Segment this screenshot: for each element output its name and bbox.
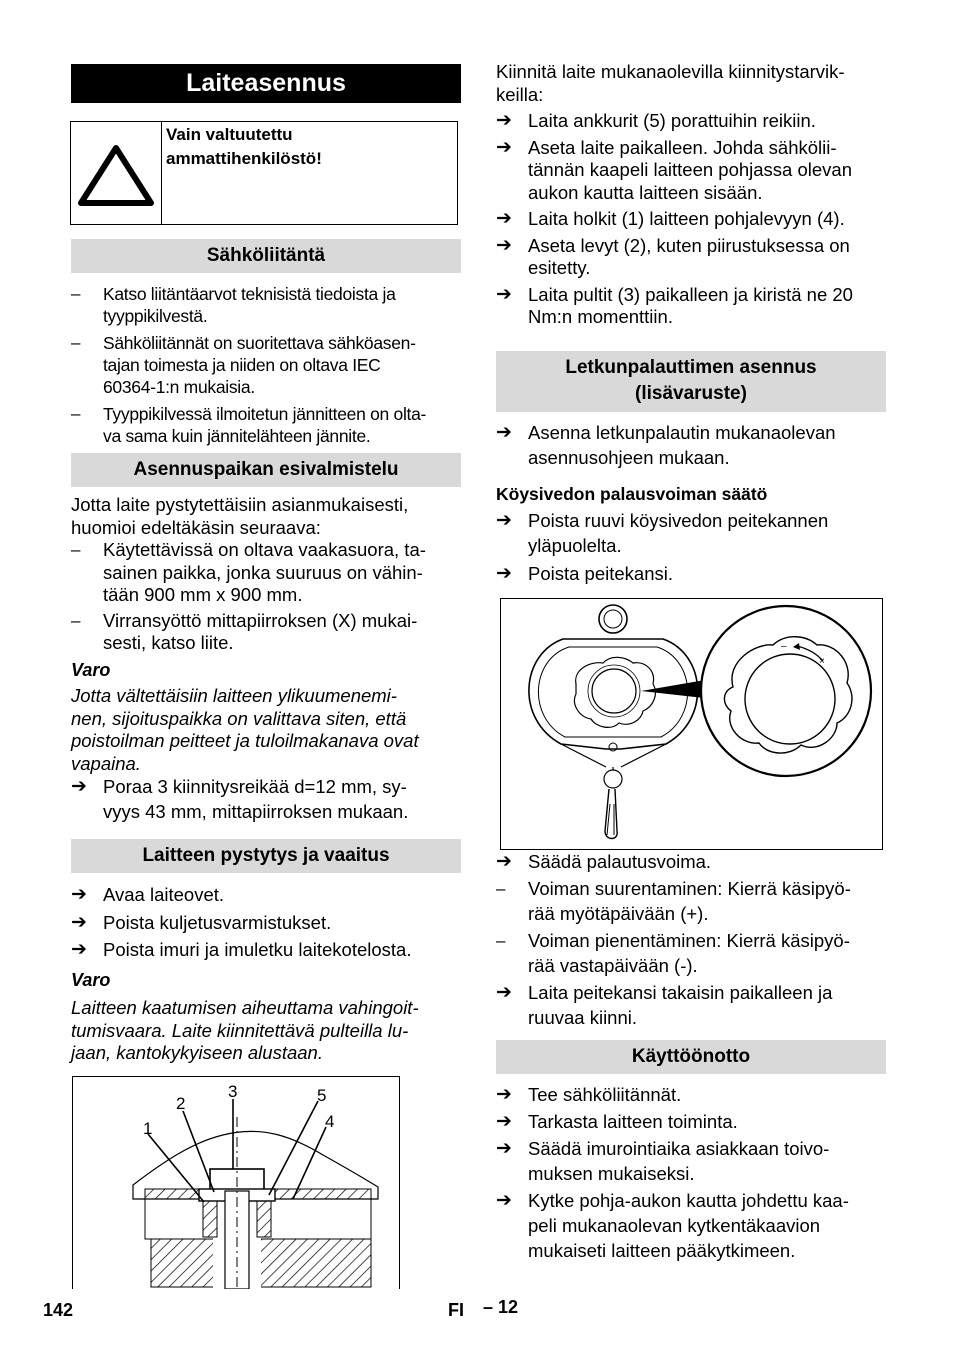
step-item: ➔ Poista kuljetusvarmistukset. <box>71 909 461 937</box>
list-item: – Voiman pienentäminen: Kierrä käsipyö- rää vastapäivään (-). <box>496 930 850 976</box>
list-item: – Katso liitäntäarvot teknisistä tiedoista ja tyyppikilvestä. <box>71 284 396 326</box>
section-heading-site-preparation: Asennuspaikan esivalmistelu <box>71 453 461 487</box>
step-item: ➔ Laita holkit (1) laitteen pohjalevyyn (4). <box>496 208 845 229</box>
arrow-icon: ➔ <box>496 1138 512 1159</box>
language-code: FI <box>448 1300 464 1320</box>
step-item: ➔ Poista peitekansi. <box>496 562 674 584</box>
subheading-rope-force: Köysivedon palausvoiman säätö <box>496 484 768 504</box>
list-item: – Käytettävissä on oltava vaakasuora, ta- sainen paikka, jonka suuruus on vähin- tään 900 mm x 900 mm. <box>71 539 426 605</box>
arrow-icon: ➔ <box>496 509 512 531</box>
arrow-icon: ➔ <box>496 136 512 158</box>
page-title: Laiteasennus <box>71 64 461 103</box>
warning-icon-cell <box>71 122 162 224</box>
section-heading-electrical: Sähköliitäntä <box>71 239 461 273</box>
step-item: ➔ Poista imuri ja imuletku laitekotelosta. <box>71 936 461 964</box>
svg-text:×: × <box>819 656 825 667</box>
hose-reel-diagram-image <box>501 599 882 849</box>
arrow-icon: ➔ <box>496 283 512 305</box>
hose-reel-content <box>496 421 886 586</box>
site-preparation-content <box>71 494 461 824</box>
step-item: ➔ Avaa laiteovet. <box>71 881 461 909</box>
step-item: ➔ Laita ankkurit (5) porattuihin reikiin. <box>496 110 816 131</box>
step-item: ➔ Säädä imurointiaika asiakkaan toivo- muksen mukaiseksi. <box>496 1138 830 1184</box>
arrow-icon: ➔ <box>496 1190 512 1211</box>
paragraph: Jotta laite pystytettäisiin asianmukaisesti, <box>71 494 409 515</box>
list-item: – Tyyppikilvessä ilmoitetun jännitteen on olta- va sama kuin jännitelähteen jännite. <box>71 404 427 446</box>
warning-box <box>70 121 458 225</box>
arrow-icon: ➔ <box>496 982 512 1003</box>
figure-label: 5 <box>317 1086 327 1105</box>
bolt-diagram-image <box>73 1077 399 1289</box>
arrow-icon: ➔ <box>71 911 87 933</box>
list-item: – Sähköliitännät on suoritettava sähköasen- tajan toimesta ja niiden on oltava IEC 60364-1:n mukaisia. <box>71 333 416 397</box>
figure-label: 4 <box>325 1112 335 1131</box>
step-item: ➔ Laita peitekansi takaisin paikalleen ja ruuvaa kiinni. <box>496 982 833 1028</box>
warning-triangle-icon <box>71 122 161 224</box>
paragraph: huomioi edeltäkäsin seuraava: <box>71 516 321 538</box>
step-item: ➔ Poista ruuvi köysivedon peitekannen yläpuolelta. <box>496 509 829 556</box>
caution-label: Varo <box>71 659 111 680</box>
arrow-icon: ➔ <box>496 234 512 256</box>
electrical-list <box>71 283 461 447</box>
step-item: ➔ Aseta levyt (2), kuten piirustuksessa on esitetty. <box>496 234 850 278</box>
list-item: – Virransyöttö mittapiirroksen (X) mukai- sesti, katso liite. <box>71 609 418 653</box>
step-item: ➔ Tee sähköliitännät. <box>496 1084 682 1105</box>
hose-reel-figure <box>500 598 883 850</box>
section-heading-commissioning: Käyttöönotto <box>496 1040 886 1074</box>
list-item: – Voiman suurentaminen: Kierrä käsipyö- rää myötäpäivään (+). <box>496 878 851 924</box>
figure-label: 3 <box>228 1082 238 1101</box>
fixing-content <box>496 61 886 329</box>
arrow-icon: ➔ <box>71 939 87 960</box>
arrow-icon: ➔ <box>496 562 512 584</box>
caution-label: Varo <box>71 969 111 990</box>
warning-line: ammattihenkilöstö! <box>166 149 322 168</box>
installation-steps <box>71 881 461 1065</box>
svg-text:–: – <box>781 641 787 652</box>
figure-label: 2 <box>176 1094 186 1113</box>
adjust-content <box>496 849 886 1030</box>
sub-page-number: – 12 <box>483 1297 519 1317</box>
section-heading-hose-reel: Letkunpalauttimen asennus (lisävaruste) <box>496 351 886 412</box>
arrow-icon: ➔ <box>496 1084 512 1105</box>
arrow-icon: ➔ <box>496 851 512 872</box>
step-item: ➔ Kytke pohja-aukon kautta johdettu kaa- peli mukanaolevan kytkentäkaavion mukaiseti laitteen pääkytkimeen. <box>496 1190 849 1261</box>
step-item: ➔ Poraa 3 kiinnitysreikää d=12 mm, sy- vyys 43 mm, mittapiirroksen mukaan. <box>71 776 409 822</box>
figure-label: 1 <box>143 1119 153 1138</box>
section-heading-installation: Laitteen pystytys ja vaaitus <box>71 839 461 873</box>
arrow-icon: ➔ <box>71 776 87 797</box>
bolt-mounting-figure <box>72 1076 400 1289</box>
step-item: ➔ Aseta laite paikalleen. Johda sähkölii- tännän kaapeli laitteen pohjassa olevan aukon kautta laitteen sisään. <box>496 136 852 203</box>
step-item: ➔ Säädä palautusvoima. <box>496 851 712 872</box>
commissioning-steps <box>496 1082 886 1263</box>
paragraph: keilla: <box>496 83 544 105</box>
step-item: ➔ Asenna letkunpalautin mukanaolevan asennusohjeen mukaan. <box>496 422 836 468</box>
step-item: ➔ Laita pultit (3) paikalleen ja kiristä ne 20 Nm:n momenttiin. <box>496 283 853 327</box>
arrow-icon: ➔ <box>496 110 512 131</box>
arrow-icon: ➔ <box>496 208 512 229</box>
warning-line: Vain valtuutettu <box>166 125 293 144</box>
paragraph: Kiinnitä laite mukanaolevilla kiinnitystarvik- <box>496 61 845 82</box>
caution-text: Laitteen kaatumisen aiheuttama vahingoit- tumisvaara. Laite kiinnitettävä pulteilla lu- jaan, kantokykyiseen alustaan. <box>71 997 419 1063</box>
caution-text: Jotta vältettäisiin laitteen ylikuumenemi- nen, sijoituspaikka on valittava siten, että poistoilman peitteet ja tuloilmakanava ovat vapaina. <box>71 685 419 774</box>
step-item: ➔ Tarkasta laitteen toiminta. <box>496 1111 738 1132</box>
arrow-icon: ➔ <box>71 884 87 905</box>
warning-text <box>166 123 322 171</box>
arrow-icon: ➔ <box>496 422 512 443</box>
arrow-icon: ➔ <box>496 1111 512 1132</box>
page-number: 142 <box>43 1300 74 1320</box>
